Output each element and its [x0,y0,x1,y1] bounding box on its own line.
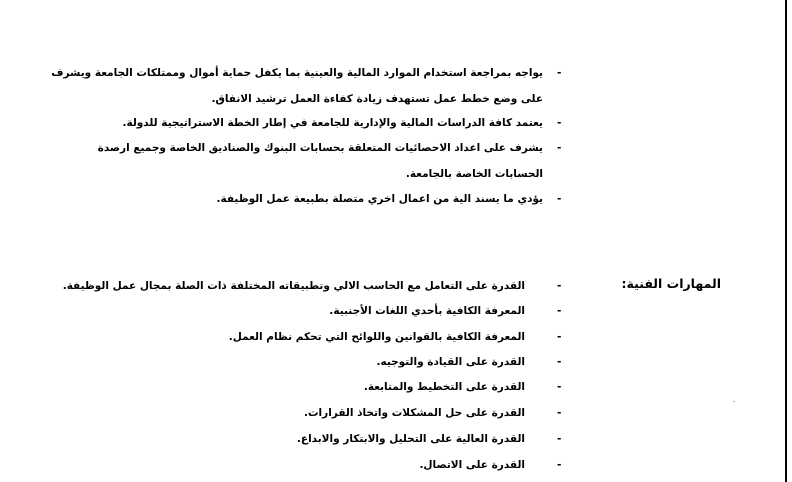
skill-text: القدرة على حل المشكلات واتخاذ القرارات. [304,407,525,419]
duty-text-line: يشرف على اعداد الاحصائيات المتعلقة بحسابات البنوك والصناديق الخاصة وجميع ارصدة [97,142,543,154]
scan-speck [733,401,735,402]
bullet-dash: - [557,331,562,343]
skill-text: القدرة على الاتصال. [419,459,525,471]
bullet-dash: - [557,459,562,471]
bullet-dash: - [557,356,562,368]
skill-text: المعرفة الكافية بالقوانين واللوائح التي تحكم نظام العمل. [228,331,525,343]
bullet-dash: - [557,142,562,154]
skill-text: القدرة على التعامل مع الحاسب الالي وتطبيقاته المختلفة ذات الصلة بمجال عمل الوظيفة. [62,280,525,292]
section-heading: المهارات الفنية: [621,276,721,291]
duty-text-line: على وضع خطط عمل تستهدف زيادة كفاءة العمل ترشيد الانفاق. [211,93,543,105]
bullet-dash: - [557,117,562,129]
bullet-dash: - [557,305,562,317]
skill-text: القدرة على التخطيط والمتابعة. [363,381,525,393]
bullet-dash: - [557,433,562,445]
duty-text-line: يعتمد كافة الدراسات المالية والإدارية للجامعة في إطار الخطة الاستراتيجية للدولة. [122,117,543,129]
duty-text-line: الحسابات الخاصة بالجامعة. [405,168,543,180]
duty-text-line: يواجه بمراجعة استخدام الموارد المالية والعينية بما يكفل حماية أموال وممتلكات الجامعة ويشرف [51,67,543,79]
skill-text: المعرفة الكافية بأحدي اللغات الأجنبية. [329,305,525,317]
page-gutter [787,0,792,482]
bullet-dash: - [557,193,562,205]
duty-text-line: يؤدي ما يسند الية من اعمال اخري متصلة بطبيعة عمل الوظيفة. [216,193,543,205]
bullet-dash: - [557,67,562,79]
skill-text: القدرة العالية على التحليل والابتكار والابداع. [296,433,525,445]
bullet-dash: - [557,407,562,419]
bullet-dash: - [557,381,562,393]
skill-text: القدرة على القيادة والتوجيه. [376,356,525,368]
bullet-dash: - [557,280,562,292]
